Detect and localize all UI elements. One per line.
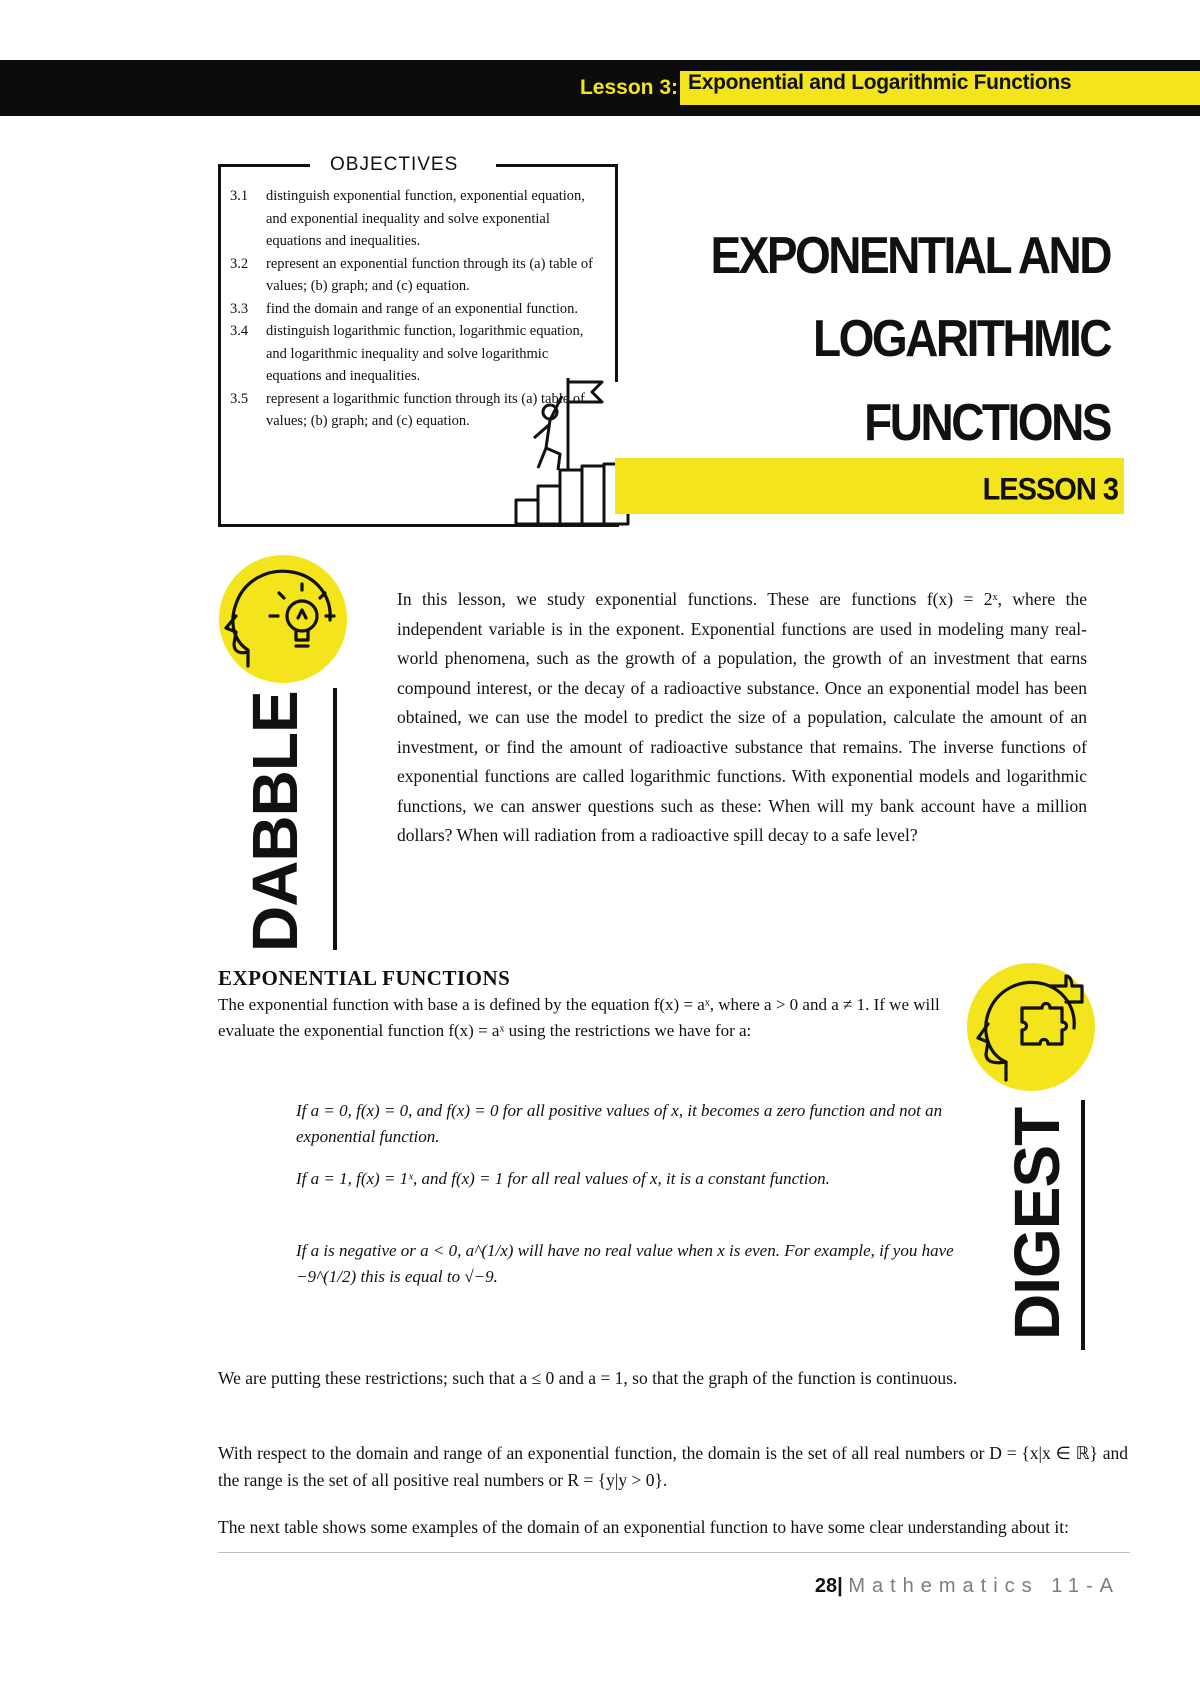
objective-item [230, 185, 600, 253]
objective-text: distinguish logarithmic function, logarithmic equation, and logarithmic inequality and solve logarithmic equations and inequalities. [266, 323, 584, 384]
objective-text: represent a logarithmic function through its (a) table of values; (b) graph; and (c) equation. [266, 390, 585, 429]
digest-rule [1081, 1100, 1085, 1350]
objectives-border [615, 164, 618, 382]
head-lightbulb-icon [218, 554, 348, 684]
objectives-border [496, 164, 618, 167]
table-intro-paragraph: The next table shows some examples of the domain of an exponential function to have some clear understanding about it: [218, 1517, 1069, 1537]
objective-item [230, 298, 600, 321]
objectives-title: OBJECTIVES [330, 154, 459, 175]
page-number: 28 [814, 1575, 838, 1597]
title-line-3: FUNCTIONS [864, 393, 1110, 452]
section-heading: EXPONENTIAL FUNCTIONS [218, 966, 511, 990]
page-footer [815, 1575, 1120, 1598]
dabble-rule [333, 688, 337, 950]
lesson-prefix: Lesson 3: [578, 71, 680, 105]
title-line-2: LOGARITHMIC [812, 309, 1110, 368]
lesson-number: LESSON 3 [982, 472, 1118, 508]
footer-separator: | [837, 1575, 843, 1597]
restrictions-paragraph: We are putting these restrictions; such that a ≤ 0 and a = 1, so that the graph of the function is continuous. [218, 1368, 958, 1388]
head-puzzle-icon [966, 962, 1096, 1092]
footer-rule [218, 1552, 1130, 1553]
lesson-tag [578, 71, 1200, 105]
domain-range-paragraph: With respect to the domain and range of an exponential function, the domain is the set of all real numbers or D = {x|x ∈ ℝ} and the range is the set of all positive real numbers or R = {y|y > 0}. [218, 1443, 1128, 1490]
objective-number: 3.5 [230, 390, 249, 407]
subject-name: Mathematics 11-A [848, 1575, 1120, 1597]
objective-number: 3.2 [230, 255, 249, 272]
objective-number: 3.1 [230, 188, 249, 204]
lesson-header-title: Exponential and Logarithmic Functions [688, 71, 1072, 94]
objective-text: represent an exponential function through its (a) table of values; (b) graph; and (c) equation. [266, 255, 593, 294]
objectives-border [218, 164, 310, 167]
objective-number: 3.4 [230, 323, 249, 339]
restriction-one: If a = 1, f(x) = 1ˣ, and f(x) = 1 for all real values of x, it is a constant function. [296, 1169, 830, 1188]
digest-label: DIGEST [1001, 1107, 1073, 1340]
objective-text: distinguish exponential function, exponential equation, and exponential inequality and solve exponential equations and inequalities. [266, 188, 585, 249]
dabble-paragraph: In this lesson, we study exponential functions. These are functions f(x) = 2ˣ, where the independent variable is in the exponent. Exponential functions are used in modeling many real-world phenomena, such as the growth of a population, the growth of an investment that earns compound interest, or the decay of a radioactive substance. Once an exponential model has been obtained, we can use the model to predict the size of a population, calculate the amount of an investment, or find the amount of radioactive substance that remains. The inverse functions of exponential functions are called logarithmic functions. With exponential models and logarithmic functions, we can answer questions such as these: When will my bank account have a million dollars? When will radiation from a radioactive spill decay to a safe level? [397, 589, 1087, 845]
restriction-zero: If a = 0, f(x) = 0, and f(x) = 0 for all positive values of x, it becomes a zero function and not an exponential function. [296, 1101, 943, 1146]
title-line-1: EXPONENTIAL AND [710, 226, 1110, 285]
objective-text: find the domain and range of an exponential function. [266, 300, 579, 317]
objective-item [230, 253, 600, 298]
objective-number: 3.3 [230, 300, 249, 317]
definition-paragraph: The exponential function with base a is defined by the equation f(x) = aˣ, where a > 0 and a ≠ 1. If we will evaluate the exponential function f(x) = aˣ using the restrictions we have for a: [218, 995, 940, 1040]
restriction-negative: If a is negative or a < 0, a^(1/x) will have no real value when x is even. For example, if you have −9^(1/2) this is equal to √−9. [296, 1241, 954, 1286]
dabble-label: DABBLE [239, 691, 311, 952]
